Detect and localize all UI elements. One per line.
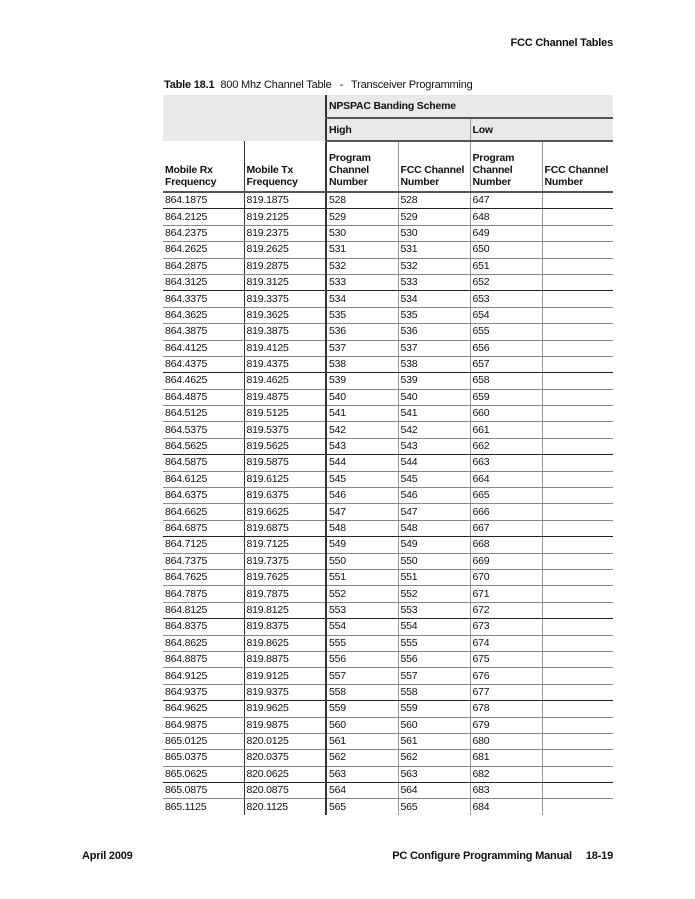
cell-low-fcc-channel (542, 783, 613, 799)
cell-high-fcc-channel: 554 (398, 619, 470, 635)
footer-manual-title: PC Configure Programming Manual (392, 850, 572, 862)
cell-mobile-rx: 864.3625 (163, 307, 244, 323)
table-body (163, 192, 613, 815)
cell-low-fcc-channel (542, 307, 613, 323)
column-header-mobile-rx: Mobile Rx Frequency (163, 141, 244, 192)
cell-mobile-rx: 864.7875 (163, 586, 244, 602)
cell-high-program-channel: 553 (326, 602, 398, 618)
table-row (163, 389, 613, 405)
cell-low-program-channel: 669 (470, 553, 542, 569)
cell-high-fcc-channel: 533 (398, 274, 470, 290)
cell-high-fcc-channel: 559 (398, 701, 470, 717)
cell-mobile-rx: 864.8625 (163, 635, 244, 651)
cell-low-program-channel: 664 (470, 471, 542, 487)
cell-high-program-channel: 529 (326, 209, 398, 225)
table-row (163, 553, 613, 569)
cell-mobile-tx: 820.1125 (244, 799, 326, 815)
cell-mobile-tx: 819.3375 (244, 291, 326, 307)
cell-low-program-channel: 677 (470, 684, 542, 700)
cell-low-program-channel: 658 (470, 373, 542, 389)
cell-low-program-channel: 653 (470, 291, 542, 307)
cell-low-fcc-channel (542, 340, 613, 356)
table-row (163, 586, 613, 602)
cell-high-program-channel: 539 (326, 373, 398, 389)
cell-high-fcc-channel: 550 (398, 553, 470, 569)
table-row (163, 668, 613, 684)
group-header-npspac: NPSPAC Banding Scheme (326, 95, 613, 118)
cell-mobile-rx: 864.9125 (163, 668, 244, 684)
table-row (163, 373, 613, 389)
cell-mobile-tx: 819.7875 (244, 586, 326, 602)
cell-low-program-channel: 662 (470, 438, 542, 454)
cell-high-program-channel: 547 (326, 504, 398, 520)
cell-mobile-rx: 865.0125 (163, 733, 244, 749)
cell-mobile-rx: 864.2125 (163, 209, 244, 225)
cell-mobile-rx: 864.7375 (163, 553, 244, 569)
cell-high-program-channel: 556 (326, 651, 398, 667)
cell-high-fcc-channel: 543 (398, 438, 470, 454)
cell-mobile-tx: 819.9625 (244, 701, 326, 717)
table-row (163, 602, 613, 618)
cell-high-program-channel: 536 (326, 324, 398, 340)
column-header-high-program-channel: Program Channel Number (326, 141, 398, 192)
cell-mobile-rx: 865.0875 (163, 783, 244, 799)
cell-mobile-tx: 819.8875 (244, 651, 326, 667)
cell-low-program-channel: 670 (470, 569, 542, 585)
table-row (163, 422, 613, 438)
cell-high-fcc-channel: 532 (398, 258, 470, 274)
table-row (163, 291, 613, 307)
cell-low-fcc-channel (542, 586, 613, 602)
cell-low-fcc-channel (542, 406, 613, 422)
cell-mobile-tx: 819.5125 (244, 406, 326, 422)
cell-high-fcc-channel: 563 (398, 766, 470, 782)
cell-high-fcc-channel: 531 (398, 242, 470, 258)
cell-mobile-tx: 819.6375 (244, 488, 326, 504)
cell-high-program-channel: 546 (326, 488, 398, 504)
cell-high-program-channel: 538 (326, 356, 398, 372)
cell-mobile-tx: 819.7375 (244, 553, 326, 569)
cell-high-program-channel: 528 (326, 192, 398, 209)
cell-high-fcc-channel: 565 (398, 799, 470, 815)
cell-mobile-rx: 864.6375 (163, 488, 244, 504)
cell-high-fcc-channel: 564 (398, 783, 470, 799)
cell-low-fcc-channel (542, 553, 613, 569)
cell-high-fcc-channel: 548 (398, 520, 470, 536)
cell-low-fcc-channel (542, 209, 613, 225)
cell-mobile-rx: 864.8875 (163, 651, 244, 667)
cell-low-fcc-channel (542, 668, 613, 684)
cell-high-fcc-channel: 547 (398, 504, 470, 520)
table-row (163, 783, 613, 799)
table-row (163, 225, 613, 241)
table-row (163, 455, 613, 471)
cell-high-program-channel: 542 (326, 422, 398, 438)
cell-mobile-tx: 819.5375 (244, 422, 326, 438)
caption-label: Table 18.1 (164, 79, 215, 91)
cell-mobile-tx: 819.2875 (244, 258, 326, 274)
cell-low-program-channel: 675 (470, 651, 542, 667)
cell-high-program-channel: 557 (326, 668, 398, 684)
table-row (163, 717, 613, 733)
cell-mobile-tx: 819.3875 (244, 324, 326, 340)
cell-low-fcc-channel (542, 274, 613, 290)
cell-high-program-channel: 537 (326, 340, 398, 356)
cell-low-fcc-channel (542, 635, 613, 651)
cell-high-fcc-channel: 528 (398, 192, 470, 209)
cell-low-program-channel: 657 (470, 356, 542, 372)
cell-low-fcc-channel (542, 619, 613, 635)
cell-high-fcc-channel: 540 (398, 389, 470, 405)
cell-high-program-channel: 545 (326, 471, 398, 487)
cell-mobile-tx: 819.8125 (244, 602, 326, 618)
cell-high-program-channel: 548 (326, 520, 398, 536)
cell-high-program-channel: 551 (326, 569, 398, 585)
cell-low-fcc-channel (542, 569, 613, 585)
cell-high-fcc-channel: 557 (398, 668, 470, 684)
cell-low-fcc-channel (542, 750, 613, 766)
cell-high-fcc-channel: 538 (398, 356, 470, 372)
cell-low-program-channel: 666 (470, 504, 542, 520)
cell-low-fcc-channel (542, 651, 613, 667)
cell-mobile-rx: 865.0625 (163, 766, 244, 782)
cell-low-fcc-channel (542, 471, 613, 487)
cell-low-program-channel: 684 (470, 799, 542, 815)
cell-high-program-channel: 554 (326, 619, 398, 635)
table-row (163, 750, 613, 766)
cell-high-fcc-channel: 551 (398, 569, 470, 585)
cell-mobile-rx: 864.4375 (163, 356, 244, 372)
cell-low-fcc-channel (542, 520, 613, 536)
cell-low-program-channel: 656 (470, 340, 542, 356)
cell-low-program-channel: 681 (470, 750, 542, 766)
cell-mobile-rx: 864.3875 (163, 324, 244, 340)
cell-high-program-channel: 541 (326, 406, 398, 422)
cell-mobile-tx: 819.4875 (244, 389, 326, 405)
cell-low-fcc-channel (542, 488, 613, 504)
cell-mobile-rx: 864.5625 (163, 438, 244, 454)
cell-mobile-rx: 864.9375 (163, 684, 244, 700)
cell-low-program-channel: 654 (470, 307, 542, 323)
table-row (163, 471, 613, 487)
cell-low-fcc-channel (542, 324, 613, 340)
cell-high-fcc-channel: 544 (398, 455, 470, 471)
cell-mobile-tx: 819.7125 (244, 537, 326, 553)
cell-high-fcc-channel: 530 (398, 225, 470, 241)
cell-low-fcc-channel (542, 291, 613, 307)
table-row (163, 799, 613, 815)
table-row (163, 635, 613, 651)
cell-mobile-rx: 864.2875 (163, 258, 244, 274)
cell-mobile-tx: 819.9375 (244, 684, 326, 700)
cell-high-program-channel: 532 (326, 258, 398, 274)
cell-high-fcc-channel: 556 (398, 651, 470, 667)
cell-mobile-rx: 864.5375 (163, 422, 244, 438)
cell-mobile-tx: 819.2375 (244, 225, 326, 241)
cell-high-program-channel: 560 (326, 717, 398, 733)
subgroup-header-high: High (326, 118, 470, 141)
cell-mobile-rx: 864.4125 (163, 340, 244, 356)
cell-high-program-channel: 535 (326, 307, 398, 323)
cell-mobile-tx: 819.9875 (244, 717, 326, 733)
cell-mobile-tx: 819.1875 (244, 192, 326, 209)
cell-mobile-tx: 819.9125 (244, 668, 326, 684)
cell-mobile-rx: 864.3375 (163, 291, 244, 307)
cell-high-program-channel: 544 (326, 455, 398, 471)
cell-high-program-channel: 564 (326, 783, 398, 799)
cell-low-fcc-channel (542, 192, 613, 209)
cell-mobile-tx: 819.6125 (244, 471, 326, 487)
table-row (163, 766, 613, 782)
column-header-low-fcc-channel: FCC Channel Number (542, 141, 613, 192)
cell-high-fcc-channel: 536 (398, 324, 470, 340)
cell-low-program-channel: 651 (470, 258, 542, 274)
cell-low-fcc-channel (542, 701, 613, 717)
table-row (163, 274, 613, 290)
cell-mobile-tx: 820.0875 (244, 783, 326, 799)
cell-mobile-rx: 864.6875 (163, 520, 244, 536)
cell-high-program-channel: 563 (326, 766, 398, 782)
cell-high-program-channel: 562 (326, 750, 398, 766)
cell-mobile-rx: 864.4875 (163, 389, 244, 405)
cell-low-fcc-channel (542, 504, 613, 520)
table-row (163, 651, 613, 667)
cell-mobile-tx: 819.2125 (244, 209, 326, 225)
cell-high-program-channel: 549 (326, 537, 398, 553)
cell-low-fcc-channel (542, 455, 613, 471)
cell-low-fcc-channel (542, 537, 613, 553)
cell-low-fcc-channel (542, 242, 613, 258)
cell-high-program-channel: 533 (326, 274, 398, 290)
cell-mobile-rx: 864.5875 (163, 455, 244, 471)
cell-low-fcc-channel (542, 225, 613, 241)
table-row (163, 619, 613, 635)
column-header-low-program-channel: Program Channel Number (470, 141, 542, 192)
cell-low-program-channel: 655 (470, 324, 542, 340)
table-row (163, 733, 613, 749)
cell-low-program-channel: 673 (470, 619, 542, 635)
table-row (163, 438, 613, 454)
cell-high-program-channel: 559 (326, 701, 398, 717)
cell-mobile-tx: 819.7625 (244, 569, 326, 585)
table-row (163, 488, 613, 504)
cell-low-program-channel: 678 (470, 701, 542, 717)
cell-low-fcc-channel (542, 602, 613, 618)
footer-date: April 2009 (82, 850, 133, 862)
cell-mobile-tx: 819.8375 (244, 619, 326, 635)
cell-high-fcc-channel: 541 (398, 406, 470, 422)
cell-mobile-rx: 864.2375 (163, 225, 244, 241)
cell-high-fcc-channel: 535 (398, 307, 470, 323)
cell-high-fcc-channel: 560 (398, 717, 470, 733)
cell-high-program-channel: 561 (326, 733, 398, 749)
cell-low-fcc-channel (542, 389, 613, 405)
cell-high-fcc-channel: 545 (398, 471, 470, 487)
table-row (163, 569, 613, 585)
table-row (163, 537, 613, 553)
footer-page-number: 18-19 (585, 850, 613, 862)
cell-mobile-tx: 819.4125 (244, 340, 326, 356)
cell-high-fcc-channel: 549 (398, 537, 470, 553)
table-row (163, 324, 613, 340)
caption-separator: - (339, 79, 344, 91)
column-header-mobile-tx: Mobile Tx Frequency (244, 141, 326, 192)
table-caption (164, 79, 473, 91)
cell-mobile-rx: 864.9625 (163, 701, 244, 717)
table-row (163, 406, 613, 422)
cell-high-fcc-channel: 553 (398, 602, 470, 618)
cell-mobile-tx: 819.4625 (244, 373, 326, 389)
cell-low-program-channel: 679 (470, 717, 542, 733)
cell-low-program-channel: 652 (470, 274, 542, 290)
cell-low-fcc-channel (542, 733, 613, 749)
table-row (163, 192, 613, 209)
cell-mobile-rx: 864.3125 (163, 274, 244, 290)
cell-mobile-rx: 864.8375 (163, 619, 244, 635)
cell-high-fcc-channel: 537 (398, 340, 470, 356)
cell-mobile-tx: 820.0125 (244, 733, 326, 749)
cell-low-program-channel: 661 (470, 422, 542, 438)
cell-high-program-channel: 530 (326, 225, 398, 241)
cell-high-program-channel: 543 (326, 438, 398, 454)
table-row (163, 307, 613, 323)
cell-mobile-tx: 819.6625 (244, 504, 326, 520)
cell-mobile-rx: 864.7625 (163, 569, 244, 585)
cell-high-program-channel: 558 (326, 684, 398, 700)
cell-low-program-channel: 683 (470, 783, 542, 799)
cell-high-fcc-channel: 539 (398, 373, 470, 389)
cell-mobile-tx: 819.6875 (244, 520, 326, 536)
table-row (163, 701, 613, 717)
cell-high-fcc-channel: 546 (398, 488, 470, 504)
cell-high-fcc-channel: 534 (398, 291, 470, 307)
cell-mobile-rx: 864.5125 (163, 406, 244, 422)
cell-low-program-channel: 667 (470, 520, 542, 536)
cell-mobile-rx: 864.6625 (163, 504, 244, 520)
table-row (163, 242, 613, 258)
cell-high-program-channel: 531 (326, 242, 398, 258)
table-row (163, 684, 613, 700)
cell-low-program-channel: 672 (470, 602, 542, 618)
cell-high-fcc-channel: 558 (398, 684, 470, 700)
running-head: FCC Channel Tables (510, 37, 613, 49)
cell-mobile-rx: 864.7125 (163, 537, 244, 553)
cell-mobile-rx: 865.1125 (165, 800, 207, 813)
cell-mobile-tx: 819.5875 (244, 455, 326, 471)
cell-high-fcc-channel: 562 (398, 750, 470, 766)
table-row (163, 356, 613, 372)
cell-low-fcc-channel (542, 373, 613, 389)
cell-low-fcc-channel (542, 766, 613, 782)
cell-mobile-rx: 864.2625 (163, 242, 244, 258)
cell-mobile-tx: 820.0625 (244, 766, 326, 782)
cell-high-program-channel: 555 (326, 635, 398, 651)
cell-mobile-rx: 864.9875 (163, 717, 244, 733)
cell-low-program-channel: 665 (470, 488, 542, 504)
cell-low-program-channel: 668 (470, 537, 542, 553)
cell-mobile-rx: 864.6125 (163, 471, 244, 487)
channel-table (163, 95, 613, 815)
cell-low-program-channel: 647 (470, 192, 542, 209)
table-row (163, 520, 613, 536)
column-header-high-fcc-channel: FCC Channel Number (398, 141, 470, 192)
cell-mobile-rx: 864.4625 (163, 373, 244, 389)
cell-mobile-rx: 865.0375 (163, 750, 244, 766)
table-row (163, 258, 613, 274)
cell-low-program-channel: 660 (470, 406, 542, 422)
subgroup-header-low: Low (470, 118, 613, 141)
cell-low-fcc-channel (542, 258, 613, 274)
cell-mobile-rx: 864.8125 (163, 602, 244, 618)
cell-low-program-channel: 676 (470, 668, 542, 684)
cell-mobile-tx: 819.5625 (244, 438, 326, 454)
cell-low-program-channel: 682 (470, 766, 542, 782)
cell-low-fcc-channel (542, 717, 613, 733)
cell-low-fcc-channel (542, 422, 613, 438)
table-row (163, 504, 613, 520)
cell-high-fcc-channel: 555 (398, 635, 470, 651)
cell-low-program-channel: 671 (470, 586, 542, 602)
caption-title: 800 Mhz Channel Table (220, 79, 332, 91)
caption-subtitle: Transceiver Programming (351, 79, 473, 91)
cell-high-program-channel: 550 (326, 553, 398, 569)
cell-low-program-channel: 659 (470, 389, 542, 405)
table-row (163, 340, 613, 356)
cell-high-fcc-channel: 561 (398, 733, 470, 749)
cell-high-fcc-channel: 529 (398, 209, 470, 225)
footer-right (392, 850, 613, 862)
cell-high-program-channel: 565 (326, 799, 398, 815)
cell-mobile-tx: 820.0375 (244, 750, 326, 766)
table-row (163, 209, 613, 225)
cell-high-fcc-channel: 552 (398, 586, 470, 602)
cell-high-program-channel: 552 (326, 586, 398, 602)
cell-low-program-channel: 674 (470, 635, 542, 651)
cell-mobile-tx: 819.3125 (244, 274, 326, 290)
cell-low-fcc-channel (542, 799, 613, 815)
cell-mobile-tx: 819.4375 (244, 356, 326, 372)
cell-low-program-channel: 650 (470, 242, 542, 258)
cell-high-program-channel: 534 (326, 291, 398, 307)
cell-mobile-tx: 819.8625 (244, 635, 326, 651)
cell-high-fcc-channel: 542 (398, 422, 470, 438)
cell-low-fcc-channel (542, 684, 613, 700)
cell-low-fcc-channel (542, 438, 613, 454)
cell-mobile-rx: 864.1875 (163, 192, 244, 209)
cell-low-program-channel: 680 (470, 733, 542, 749)
cell-high-program-channel: 540 (326, 389, 398, 405)
blank-header-cell (163, 95, 326, 141)
cell-mobile-tx: 819.3625 (244, 307, 326, 323)
cell-low-fcc-channel (542, 356, 613, 372)
cell-low-program-channel: 649 (470, 225, 542, 241)
cell-mobile-tx: 819.2625 (244, 242, 326, 258)
cell-low-program-channel: 648 (470, 209, 542, 225)
cell-low-program-channel: 663 (470, 455, 542, 471)
